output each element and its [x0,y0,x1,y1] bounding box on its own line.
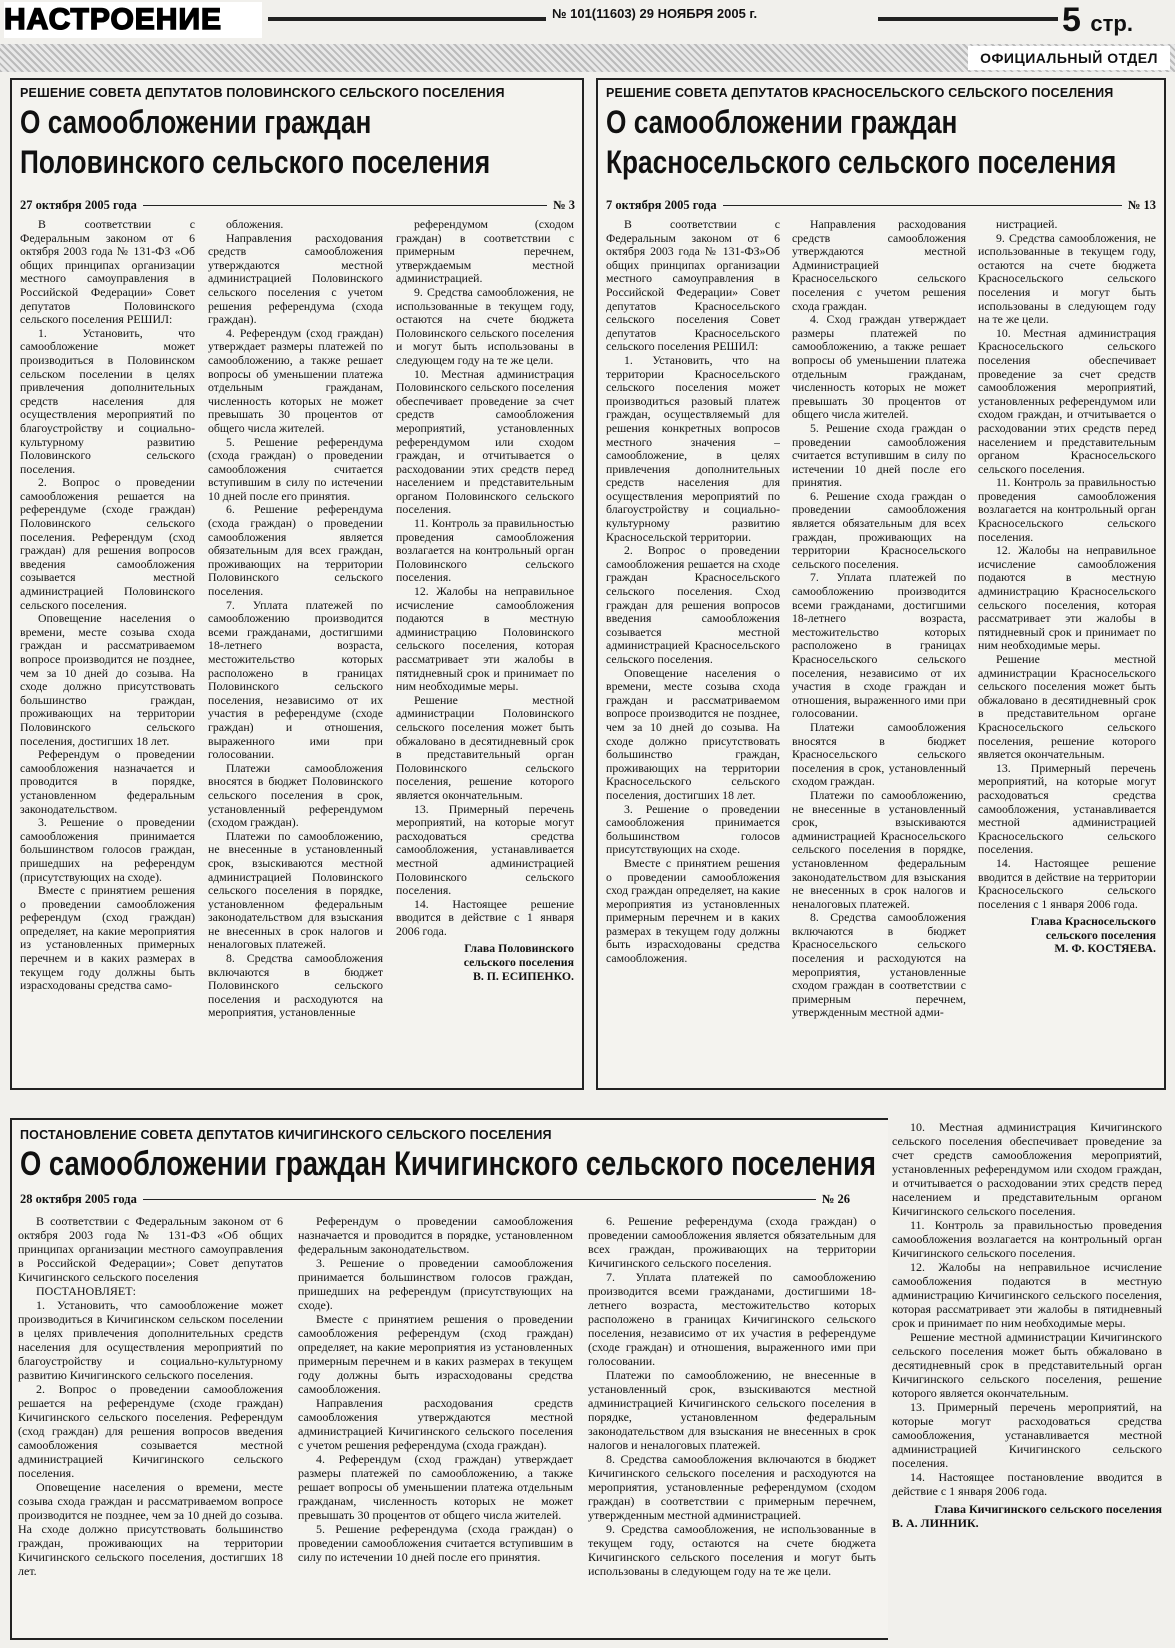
article-kicker: ПОСТАНОВЛЕНИЕ СОВЕТА ДЕПУТАТОВ КИЧИГИНСКОГО СЕЛЬСКОГО ПОСЕЛЕНИЯ [20,1128,552,1142]
article-date: 28 октября 2005 года [20,1192,137,1206]
paragraph: 7. Уплата платежей по самообложению производится всеми гражданами, достигшими 18-летнего возраста, местожительство которых расположено в границах Половинского сельского поселения, независимо от их участия в референдуме (сходе граждан) и отношения, выраженного ими при голосовании. [208,597,383,762]
paragraph: 9. Средства самообложения, не использованные в текущем году, остаются на счете бюджета Красносельского сельского поселения и могут быть использованы в следующем году на те же цели. [978,230,1156,327]
paragraph: Вместе с принятием решения о проведении самообложения сход граждан определяет, на какие мероприятия из установленных примерным перечнем и в каких размерах в текущем году должны быть израсходованы средства самообложения. [606,855,780,966]
article-date: 27 октября 2005 года [20,198,137,212]
paragraph: Референдум о проведении самообложения назначается и проводится в порядке, установленном федеральным законодательством. [298,1214,573,1256]
paragraph: 12. Жалобы на неправильное исчисление самообложения подаются в местную администрацию Красносельского сельского поселения, которая рассматривает эти жалобы в пятидневный срок и принимает по ним необходимые меры. [978,543,1156,653]
paragraph: 2. Вопрос о проведении самообложения решается на сходе граждан Красносельского сельского поселения. Сход граждан для решения вопросов введения самообложения созывается местной администрацией Красносельского сельского поселения. [606,543,780,666]
article-title: О самообложении граждан Кичигинского сельского поселения [20,1145,876,1183]
paragraph: 8. Средства самообложения включаются в бюджет Половинского сельского поселения и расходуются на мероприятия, установленные [208,951,383,1020]
dateline-rule [143,205,547,206]
department-label: ОФИЦИАЛЬНЫЙ ОТДЕЛ [968,46,1170,70]
article-title-line1: О самообложении граждан [606,104,958,140]
header-rule-right [878,17,1058,21]
paragraph: 11. Контроль за правильностью проведения самообложения возлагается на контрольный орган Кичигинского сельского поселения. [892,1218,1162,1260]
paragraph: ПОСТАНОВЛЯЕТ: [36,1284,136,1298]
article-column-1 [18,1214,283,1636]
paragraph: Оповещение населения о времени, месте созыва схода граждан и рассматриваемом вопросе производится не позднее, чем за 10 дней до созыва. На сходе должно присутствовать большинство граждан, проживающих на территории Кичигинского сельского поселения, достигших 18 лет. [18,1480,283,1578]
paragraph: Вместе с принятием решения о проведении самообложения референдум (сход граждан) определяет, на какие мероприятия из установленных примерных перечнем и в каких размерах в текущем году должны быть израсходованы средства само- [20,883,195,993]
paragraph: 1. Установить, что на территории Красносельского сельского поселения может производиться разовый платеж граждан, осуществляемый для решения конкретных вопросов местного значения – самообложение, в целях привлечения дополнительных средств населения для осуществления мероприятий по благоустройству и социально-культурному развитию Красносельской территории. [606,352,780,544]
article-dateline [20,198,575,213]
paragraph: 12. Жалобы на неправильное исчисление самообложения подаются в местную администрацию Кичигинского сельского поселения, которая рассматривает эти жалобы в пятидневный срок и принимает по ним необходимые меры. [892,1260,1162,1330]
article-column-4 [892,1120,1162,1638]
paragraph: Оповещение населения о времени, месте созыва схода граждан и рассматриваемом вопросе производится не позднее, чем за 10 дней до созыва. На сходе должно присутствовать большинство граждан, проживающих на территории Красносельского сельского поселения, достигших 18 лет. [606,665,780,802]
paragraph: 5. Решение референдума (схода граждан) о проведении самообложения считается вступившим в силу по истечении 10 дней после его принятия. [208,434,383,503]
article-number: № 26 [821,1192,850,1206]
signature-title: Глава Половинского [464,941,574,956]
signature-name: В. П. ЕСИПЕНКО. [472,968,574,983]
article-column-3 [978,218,1156,1086]
paragraph: 10. Местная администрация Красносельского сельского поселения обеспечивает проведение за счет средств самообложения мероприятий, установленных референдумом или сходом граждан, и отчитывается о расходовании этих средств перед населением и представительным органом Красносельского сельского поселения. [978,325,1156,476]
paragraph: 11. Контроль за правильностью проведения самообложения возлагается на контрольный орган Половинского сельского поселения. [396,516,574,585]
paragraph: Оповещение населения о времени, месте созыва схода граждан и рассматриваемом вопросе производится не позднее, чем за 10 дней до созыва. На сходе должно присутствовать большинство граждан, проживающих на территории Половинского сельского поселения, достигших 18 лет. [20,611,195,748]
signature-title-2: сельского поселения [1045,927,1156,942]
paragraph: 6. Решение референдума (схода граждан) о проведении самообложения является обязательным для всех граждан, проживающих на территории Половинского сельского поселения. [208,502,383,599]
article-number: № 3 [553,198,575,212]
paragraph: 1. Установить, что самообложение может производиться в Половинском сельском поселении в целях привлечения дополнительных средств населения для осуществления мероприятий по благоустройству и социально-культурному развитию Половинского сельского поселения. [20,325,195,476]
paragraph: 3. Решение о проведении самообложения принимается большинством голосов граждан, пришедших на референдум (присутствующих на сходе). [20,815,195,884]
paragraph: Решение местной администрации Половинского сельского поселения может быть обжаловано в десятидневный срок в представительный орган Половинского сельского поселения, решение которого является окончательным. [396,692,574,802]
paragraph: Платежи самообложения вносятся в бюджет Красносельского сельского поселения в срок, установленный сходом граждан. [792,719,966,789]
article-polovinskoe [10,78,584,1090]
signature-title: Глава Кичигинского сельского поселения [934,1502,1162,1516]
article-column-2 [298,1214,573,1636]
signature-name: М. Ф. КОСТЯЕВА. [1054,941,1156,956]
paragraph: 13. Примерный перечень мероприятий, на которые могут расходоваться средства самообложения, устанавливается местной администрацией Красносельского сельского поселения. [978,760,1156,857]
article-kicker: РЕШЕНИЕ СОВЕТА ДЕПУТАТОВ ПОЛОВИНСКОГО СЕЛЬСКОГО ПОСЕЛЕНИЯ [20,86,505,100]
article-column-2 [208,218,383,1086]
paragraph: 13. Примерный перечень мероприятий, на которые могут расходоваться средства самообложения, устанавливается местной администрацией Кичигинского сельского поселения. [892,1400,1162,1470]
paragraph: Решение местной администрации Кичигинского сельского поселения может быть обжаловано в десятидневный срок в представительный орган Кичигинского сельского поселения, решение которого является окончательным. [892,1330,1162,1400]
paragraph: обложения. [226,218,284,231]
paragraph: 13. Примерный перечень мероприятий, на которые могут расходоваться средства самообложения, устанавливается местной администрацией Половинского сельского поселения. [396,801,574,898]
paragraph: Платежи по самообложению, не внесенные в установленный срок, взыскиваются администрацией Красносельского сельского поселения в порядке, установленном федеральным законодательством для взыскания не внесенных в срок налогов и неналоговых платежей. [792,787,966,911]
article-column-1 [20,218,195,1086]
article-krasnoselskoe [596,78,1166,1090]
paragraph: Референдум о проведении самообложения назначается и проводится в порядке, установленном федеральным законодательством. [20,747,195,816]
paragraph: Направления расходования средств самообложения утверждаются местной администрацией Кичигинского сельского поселения с учетом решения референдума (схода граждан). [298,1396,573,1452]
paragraph: 14. Настоящее решение вводится в действие с 1 января 2006 года. [396,896,574,938]
paragraph: 9. Средства самообложения, не использованные в текущем году, остаются на счете бюджета Кичигинского сельского поселения и могут быть использованы в следующем году на те же цели. [588,1522,876,1578]
paragraph: В соответствии с Федеральным законом от 6 октября 2003 года № 131-ФЗ «Об общих принципах организации местного самоуправления в Российской Федерации» Совет депутатов Половинского сельского поселения РЕШИЛ: [20,218,195,327]
paragraph: 4. Сход граждан утверждает размеры платежей по самообложению, а также решает вопросы об уменьшении платежа отдельным гражданам, численность которых не может превышать 30 процентов от общего числа жителей. [792,312,966,422]
paragraph: 7. Уплата платежей по самообложению производится всеми гражданами, достигшими 18-летнего возраста, местожительство которых расположено в границах Кичигинского сельского поселения, независимо от их участия в референдуме (сходе граждан) и отношения, выраженного ими при голосовании. [588,1270,876,1368]
signature-title-2: сельского поселения [463,955,574,970]
paragraph: 3. Решение о проведении самообложения принимается большинством голосов присутствующих на сходе. [606,801,780,857]
paragraph: 8. Средства самообложения включаются в бюджет Кичигинского сельского поселения и расходуются на мероприятия, установленные референдумом (сходом граждан) в соответствии с примерным перечнем, утвержденным местной администрацией. [588,1452,876,1522]
article-column-1 [606,218,780,1086]
article-title-line2: Половинского сельского поселения [20,144,491,180]
paragraph: 4. Референдум (сход граждан) утверждает размеры платежей по самообложению, а также решает вопросы об уменьшении платежа отдельным гражданам, численность которых не может превышать 30 процентов от общего числа жителей. [208,325,383,435]
paragraph: референдумом (сходом граждан) в соответствии с примерным перечнем, утверждаемым местной администрацией. [396,218,574,286]
article-date: 7 октября 2005 года [606,198,717,212]
paragraph: 12. Жалобы на неправильное исчисление самообложения подаются в местную администрацию Половинского сельского поселения, которая рассматривает эти жалобы в пятидневный срок и принимает по ним необходимые меры. [396,584,574,694]
paragraph: 5. Решение схода граждан о проведении самообложения считается вступившим в силу по истечении 10 дней после его принятия. [792,420,966,490]
header-rule-left [268,17,546,21]
article-column-3 [396,218,574,1086]
page-number-value: 5 [1062,1,1081,39]
paragraph: 6. Решение референдума (схода граждан) о проведении самообложения является обязательным для всех граждан, проживающих на территории Кичигинского сельского поселения. [588,1214,876,1270]
paragraph: Направления расходования средств самообложения утверждаются местной администрацией Половинского сельского поселения с учетом решения референдума (схода граждан). [208,230,383,327]
paragraph: 11. Контроль за правильностью проведения самообложения возлагается на контрольный орган Красносельского сельского поселения. [978,475,1156,544]
article-dateline [606,198,1156,213]
dateline-rule [723,205,1122,206]
paragraph: В соответствии с Федеральным законом от 6 октября 2003 года № 131-ФЗ «Об общих принципах организации местного самоуправления в Российской Федерации»; Совет депутатов Кичигинского сельского поселения [18,1214,283,1284]
article-title-line1: О самообложении граждан [20,104,372,140]
article-kicker: РЕШЕНИЕ СОВЕТА ДЕПУТАТОВ КРАСНОСЕЛЬСКОГО СЕЛЬСКОГО ПОСЕЛЕНИЯ [606,86,1114,100]
paragraph: Решение местной администрации Красносельского сельского поселения может быть обжаловано в десятидневный срок в представительном органе Красносельского сельского поселения, решение которого является окончательным. [978,652,1156,762]
paragraph: 6. Решение схода граждан о проведении самообложения является обязательным для всех граждан, проживающих на территории Красносельского сельского поселения. [792,488,966,571]
article-title-line2: Красносельского сельского поселения [606,144,1117,180]
paragraph: Платежи по самообложению, не внесенные в установленный срок, взыскиваются местной администрацией Половинского сельского поселения в порядке, установленном федеральным законодательством для взыскания не внесенных в срок налогов и неналоговых платежей. [208,828,383,952]
article-number: № 13 [1127,198,1156,212]
signature-name: В. А. ЛИННИК. [892,1516,979,1530]
paragraph: 4. Референдум (сход граждан) утверждает размеры платежей по самообложению, а также решает вопросы об уменьшении платежа отдельным гражданам, численность которых не может превышать 30 процентов от общего числа жителей. [298,1452,573,1522]
paragraph: 10. Местная администрация Кичигинского сельского поселения обеспечивает проведение за счет средств самообложения мероприятий, установленных референдумом или сходом граждан, и отчитывается о расходовании этих средств перед населением и представительным органом Кичигинского сельского поселения. [892,1120,1162,1218]
page-number-suffix: стр. [1090,11,1133,36]
page-number [1062,0,1174,40]
article-column-3 [588,1214,876,1636]
paragraph: 8. Средства самообложения включаются в бюджет Красносельского сельского поселения и расходуются на мероприятия, установленные сходом граждан в соответствии с примерным перечнем, утвержденным местной адми- [792,910,966,1020]
paragraph: В соответствии с Федеральным законом от 6 октября 2003 года № 131-ФЗ»Об общих принципах организации местного самоуправления в Российской Федерации» Совет депутатов Красносельского сельского поселения Совет депутатов Красносельского сельского поселения РЕШИЛ: [606,218,780,354]
paragraph: 2. Вопрос о проведении самообложения решается на референдуме (сходе граждан) Половинского сельского поселения. Референдум (сход граждан) для решения вопросов введения самообложения созывается местной администрацией Половинского сельского поселения. [20,475,195,612]
paragraph: 14. Настоящее решение вводится в действие на территории Красносельского сельского поселения с 1 января 2006 года. [978,855,1156,911]
dateline-rule [143,1199,816,1200]
paragraph: Платежи по самообложению, не внесенные в установленный срок, взыскиваются местной администрацией Кичигинского сельского поселения в порядке, установленном федеральным законодательством для взыскания не внесенных в срок налогов и неналоговых платежей. [588,1368,876,1452]
paragraph: Вместе с принятием решения о проведении самообложения референдум (сход граждан) определяет, на какие мероприятия из установленных примерным перечнем и в каких размерах в текущем году должны быть израсходованы средства самообложения. [298,1312,573,1396]
paragraph: Направления расходования средств самообложения утверждаются местной Администрацией Красносельского сельского поселения с учетом решения схода граждан. [792,218,966,313]
paragraph: 7. Уплата платежей по самообложению производится всеми гражданами, достигшими 18-летнего возраста, местожительство которых расположено в границах Красносельского сельского поселения, независимо от их участия в сходе граждан и отношения, выраженного ими при голосовании. [792,570,966,721]
paragraph: 14. Настоящее постановление вводится в действие с 1 января 2006 года. [892,1470,1162,1498]
article-dateline [20,1192,850,1207]
paragraph: 2. Вопрос о проведении самообложения решается на референдуме (сходе граждан) Кичигинского сельского поселения. Референдум (сход граждан) для решения вопросов введения самообложения созывается местной администрацией Кичигинского сельского поселения. [18,1382,283,1480]
paragraph: 9. Средства самообложения, не использованные в текущем году, остаются на счете бюджета Половинского сельского поселения и могут быть использованы в следующем году на те же цели. [396,284,574,367]
issue-info: № 101(11603) 29 НОЯБРЯ 2005 г. [552,6,758,21]
paragraph: 5. Решение референдума (схода граждан) о проведении самообложения считается вступившим в силу по истечении 10 дней после его принятия. [298,1522,573,1564]
paragraph: нистрацией. [996,218,1058,231]
paragraph: 3. Решение о проведении самообложения принимается большинством голосов граждан, пришедших на референдум (присутствующих на сходе). [298,1256,573,1312]
newspaper-brand: НАСТРОЕНИЕ [4,2,262,38]
paragraph: 1. Установить, что самообложение может производиться в Кичигинском сельском поселении в целях привлечения дополнительных средств населения для осуществления мероприятий по благоустройству и социально-культурному развитию Кичигинского сельского поселения. [18,1298,283,1382]
paragraph: 10. Местная администрация Половинского сельского поселения обеспечивает проведение за счет средств самообложения мероприятий, установленных референдумом или сходом граждан, и отчитывается о расходовании этих средств перед населением и представительным органом Половинского сельского поселения. [396,366,574,517]
article-column-2 [792,218,966,1086]
signature-title: Глава Красносельского [1030,914,1156,929]
paragraph: Платежи самообложения вносятся в бюджет Половинского сельского поселения в срок, установленный референдумом (сходом граждан). [208,760,383,830]
